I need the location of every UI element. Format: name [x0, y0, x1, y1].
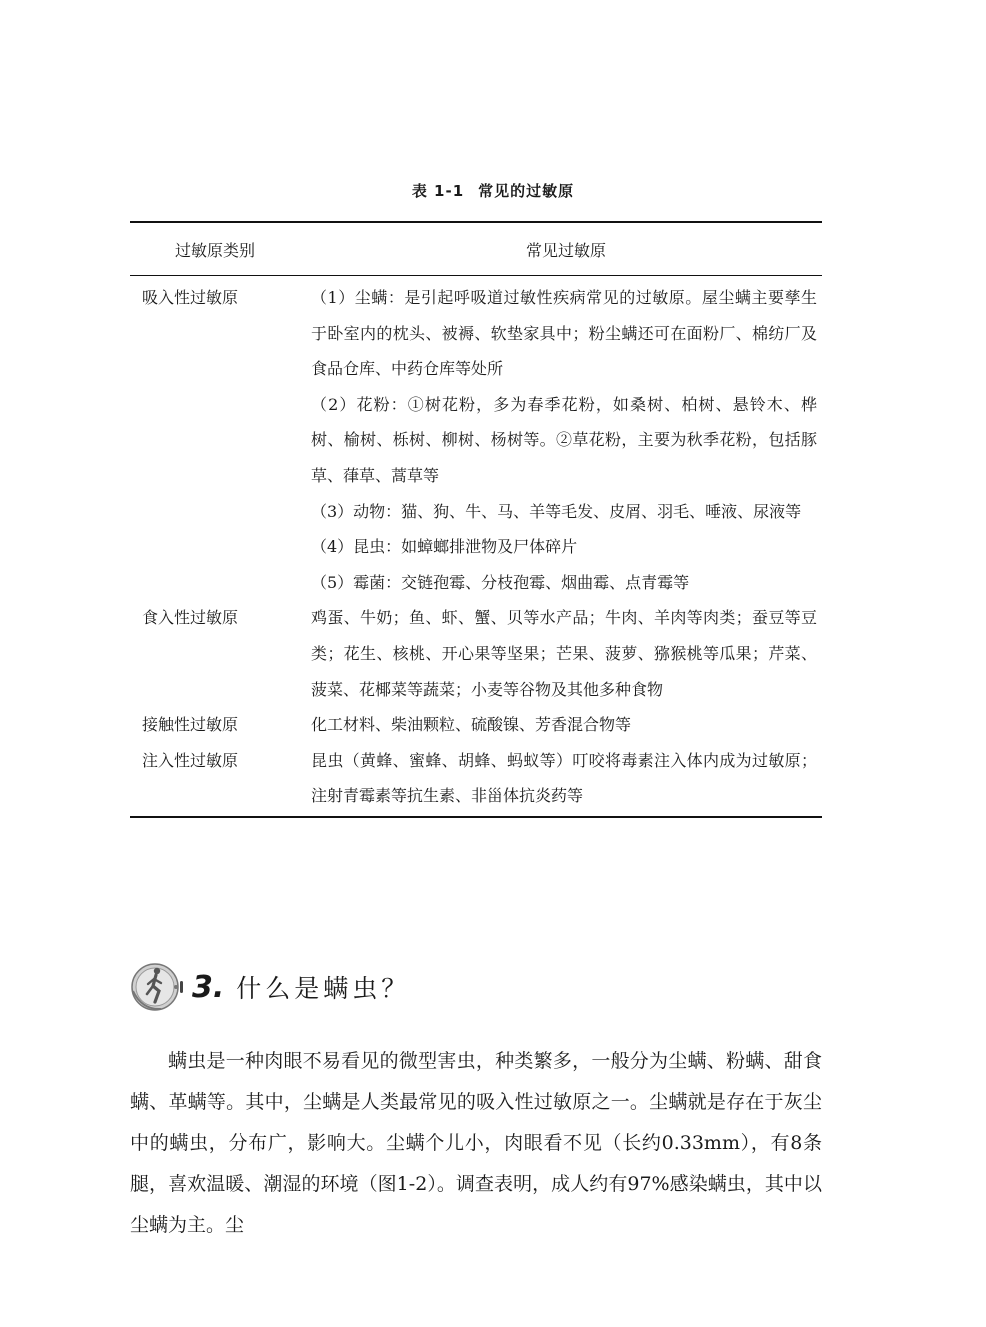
table-row	[130, 600, 822, 707]
row-category: 接触性过敏原	[142, 715, 239, 735]
allergen-item: 昆虫（黄蜂、蜜蜂、胡蜂、蚂蚁等）叮咬将毒素注入体内成为过敏原；注射青霉素等抗生素、非甾体抗炎药等	[311, 750, 817, 806]
row-category: 注入性过敏原	[142, 750, 239, 770]
allergen-item: （4）昆虫：如蟑螂排泄物及尸体碎片	[311, 537, 578, 557]
table-caption	[0, 180, 986, 201]
table-number: 表 1-1	[411, 182, 465, 200]
allergen-item: （5）霉菌：交链孢霉、分枝孢霉、烟曲霉、点青霉等	[311, 572, 690, 592]
section-title	[192, 969, 410, 1005]
header-allergens: 常见过敏原	[525, 240, 606, 260]
body-paragraph: 螨虫是一种肉眼不易看见的微型害虫，种类繁多，一般分为尘螨、粉螨、甜食螨、革螨等。其中，尘螨是人类最常见的吸入性过敏原之一。尘螨就是存在于灰尘中的螨虫，分布广，影响大。尘螨个儿小，肉眼看不见（长约0.33mm），有8条腿，喜欢温暖、潮湿的环境（图1-2）。调查表明，成人约有97%感染螨虫，其中以尘螨为主。尘	[130, 1050, 822, 1236]
allergen-item: （3）动物：猫、狗、牛、马、羊等毛发、皮屑、羽毛、唾液、尿液等	[311, 501, 802, 521]
row-category: 吸入性过敏原	[142, 288, 239, 307]
section-heading	[128, 958, 410, 1016]
header-category: 过敏原类别	[174, 240, 255, 260]
row-allergens	[311, 707, 817, 743]
row-allergens	[311, 600, 817, 707]
allergen-item: （1）尘螨：是引起呼吸道过敏性疾病常见的过敏原。屋尘螨主要孳生于卧室内的枕头、被褥、软垫家具中；粉尘螨还可在面粉厂、棉纺厂及食品仓库、中药仓库等处所	[311, 288, 817, 379]
table-row	[130, 743, 822, 814]
section-number: 3.	[192, 970, 225, 1005]
allergen-table	[130, 221, 822, 818]
row-allergens	[311, 280, 817, 600]
allergen-item: （2）花粉：①树花粉，多为春季花粉，如桑树、柏树、悬铃木、桦树、榆树、栎树、柳树、杨树等。②草花粉，主要为秋季花粉，包括豚草、葎草、蒿草等	[311, 394, 817, 485]
allergen-item: 鸡蛋、牛奶；鱼、虾、蟹、贝等水产品；牛肉、羊肉等肉类；蚕豆等豆类；花生、核桃、开心果等坚果；芒果、菠萝、猕猴桃等瓜果；芹菜、菠菜、花椰菜等蔬菜；小麦等谷物及其他多种食物	[311, 608, 817, 699]
table-header	[130, 223, 822, 276]
table-row	[130, 707, 822, 743]
table-body	[130, 276, 822, 816]
table-title: 常见的过敏原	[478, 182, 575, 200]
table-row	[130, 280, 822, 600]
runner-emblem-icon	[128, 958, 186, 1016]
row-allergens	[311, 743, 817, 814]
allergen-item: 化工材料、柴油颗粒、硫酸镍、芳香混合物等	[311, 715, 632, 735]
row-category: 食入性过敏原	[142, 608, 239, 628]
section-title-text: 什么是螨虫？	[236, 974, 411, 1003]
